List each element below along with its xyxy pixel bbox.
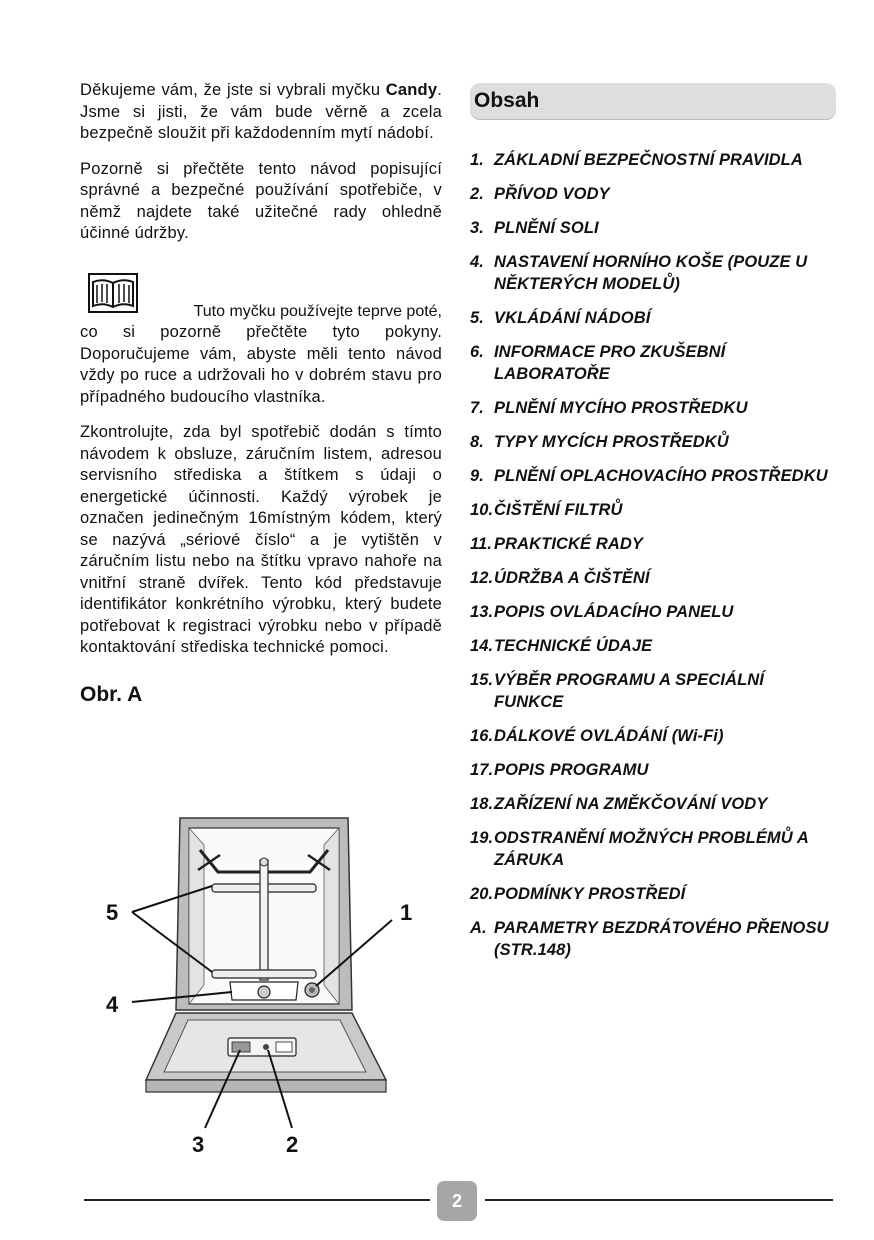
open-book-icon xyxy=(88,273,138,313)
note-first-line: Tuto myčku používejte teprve poté, xyxy=(193,302,442,320)
page-number: 2 xyxy=(437,1181,477,1221)
contents-list xyxy=(470,149,836,961)
contents-item xyxy=(470,635,836,657)
figure-label-4: 4 xyxy=(106,992,119,1017)
contents-item-title: PODMÍNKY PROSTŘEDÍ xyxy=(494,885,686,903)
contents-item xyxy=(470,397,836,419)
footer-rule-right xyxy=(485,1199,833,1201)
contents-item-number: 7. xyxy=(470,399,484,417)
intro-text: . Jsme si jisti, že vám bude věrně a zcela bezpečně sloužit při každodenním mytí nádobí. xyxy=(80,81,442,142)
contents-item-number: 4. xyxy=(470,253,484,271)
contents-column xyxy=(470,83,836,973)
contents-item xyxy=(470,431,836,453)
contents-item-title: PARAMETRY BEZDRÁTOVÉHO PŘENOSU (STR.148) xyxy=(494,919,829,959)
contents-item-number: 19. xyxy=(470,829,494,847)
contents-item-number: 12. xyxy=(470,569,494,587)
contents-item-title: PLNĚNÍ SOLI xyxy=(494,219,599,237)
contents-item-title: PLNĚNÍ MYCÍHO PROSTŘEDKU xyxy=(494,399,748,417)
contents-item-title: ČIŠTĚNÍ FILTRŮ xyxy=(494,501,623,519)
contents-item-title: POPIS OVLÁDACÍHO PANELU xyxy=(494,603,734,621)
contents-item-number: A. xyxy=(470,919,487,937)
figure-label-5: 5 xyxy=(106,900,119,925)
contents-item-number: 14. xyxy=(470,637,494,655)
contents-item-number: 6. xyxy=(470,343,484,361)
contents-heading: Obsah xyxy=(470,83,836,119)
contents-item-number: 13. xyxy=(470,603,494,621)
contents-item-number: 8. xyxy=(470,433,484,451)
contents-item xyxy=(470,669,836,713)
contents-item-title: VKLÁDÁNÍ NÁDOBÍ xyxy=(494,309,651,327)
footer-rule-left xyxy=(84,1199,430,1201)
contents-item-title: INFORMACE PRO ZKUŠEBNÍ LABORATOŘE xyxy=(494,343,726,383)
contents-item-title: ZÁKLADNÍ BEZPEČNOSTNÍ PRAVIDLA xyxy=(494,151,803,169)
contents-item-number: 9. xyxy=(470,467,484,485)
contents-item-number: 10. xyxy=(470,501,494,519)
intro-paragraph-1 xyxy=(80,80,442,145)
contents-item xyxy=(470,883,836,905)
contents-item xyxy=(470,567,836,589)
note-paragraph: co si pozorně přečtěte tyto pokyny. Doporučujeme vám, abyste měli tento návod vždy po ruce a udržovali ho v dobrém stavu pro případného budoucího vlastníka. xyxy=(80,323,442,406)
contents-item-number: 11. xyxy=(470,535,493,553)
contents-item-number: 20. xyxy=(470,885,494,903)
contents-item xyxy=(470,917,836,961)
figure-label-1: 1 xyxy=(400,900,413,925)
contents-item-number: 17. xyxy=(470,761,494,779)
contents-item-title: NASTAVENÍ HORNÍHO KOŠE (POUZE U NĚKTERÝCH MODELŮ) xyxy=(494,253,808,293)
contents-item-number: 2. xyxy=(470,185,484,203)
figure-label-2: 2 xyxy=(286,1132,299,1157)
intro-column xyxy=(80,80,442,707)
contents-item xyxy=(470,533,836,555)
contents-item-title: TYPY MYCÍCH PROSTŘEDKŮ xyxy=(494,433,729,451)
read-manual-note xyxy=(80,275,442,409)
contents-item xyxy=(470,307,836,329)
intro-text: Děkujeme vám, že jste si vybrali myčku xyxy=(80,81,386,99)
contents-item xyxy=(470,183,836,205)
contents-item xyxy=(470,251,836,295)
contents-item xyxy=(470,149,836,171)
contents-item-title: ÚDRŽBA A ČIŠTĚNÍ xyxy=(494,569,650,587)
contents-item xyxy=(470,601,836,623)
intro-paragraph-4: Zkontrolujte, zda byl spotřebič dodán s tímto návodem k obsluze, záručním listem, adresou servisního střediska a štítkem s údaji o energetické účinnosti. Každý výrobek je označen jedinečným 16místným kódem, který se nazývá „sériové číslo“ a je vytištěn v záručním listu nebo na štítku vpravo nahoře na vnitřní straně dvířek. Tento kód představuje identifikátor konkrétního výrobku, který budete potřebovat k registraci výrobku nebo v případě kontaktování střediska technické pomoci. xyxy=(80,423,442,656)
contents-item-number: 5. xyxy=(470,309,484,327)
contents-item xyxy=(470,341,836,385)
brand-name: Candy xyxy=(385,81,438,99)
contents-item-title: ZAŘÍZENÍ NA ZMĚKČOVÁNÍ VODY xyxy=(494,795,768,813)
contents-item-title: TECHNICKÉ ÚDAJE xyxy=(494,637,653,655)
contents-item xyxy=(470,827,836,871)
figure-label-3: 3 xyxy=(192,1132,205,1157)
contents-item-title: PŘÍVOD VODY xyxy=(494,185,610,203)
contents-item-title: POPIS PROGRAMU xyxy=(494,761,649,779)
figure-title: Obr. A xyxy=(80,682,143,706)
contents-item-title: ODSTRANĚNÍ MOŽNÝCH PROBLÉMŮ A ZÁRUKA xyxy=(494,829,809,869)
contents-item-title: PLNĚNÍ OPLACHOVACÍHO PROSTŘEDKU xyxy=(494,467,828,485)
contents-item-title: DÁLKOVÉ OVLÁDÁNÍ (Wi-Fi) xyxy=(494,727,724,745)
contents-item xyxy=(470,217,836,239)
contents-item-title: PRAKTICKÉ RADY xyxy=(494,535,643,553)
dishwasher-figure xyxy=(100,810,430,1170)
contents-item-number: 3. xyxy=(470,219,484,237)
contents-item xyxy=(470,465,836,487)
contents-item xyxy=(470,499,836,521)
contents-item-title: VÝBĚR PROGRAMU A SPECIÁLNÍ FUNKCE xyxy=(494,671,764,711)
contents-item xyxy=(470,725,836,747)
intro-paragraph-2: Pozorně si přečtěte tento návod popisující správné a bezpečné používání spotřebiče, v němž najdete také užitečné rady ohledně účinné údržby. xyxy=(80,159,442,242)
contents-item-number: 16. xyxy=(470,727,494,745)
contents-item-number: 15. xyxy=(470,671,494,689)
contents-item xyxy=(470,793,836,815)
contents-item-number: 18. xyxy=(470,795,494,813)
contents-item-number: 1. xyxy=(470,151,484,169)
contents-item xyxy=(470,759,836,781)
